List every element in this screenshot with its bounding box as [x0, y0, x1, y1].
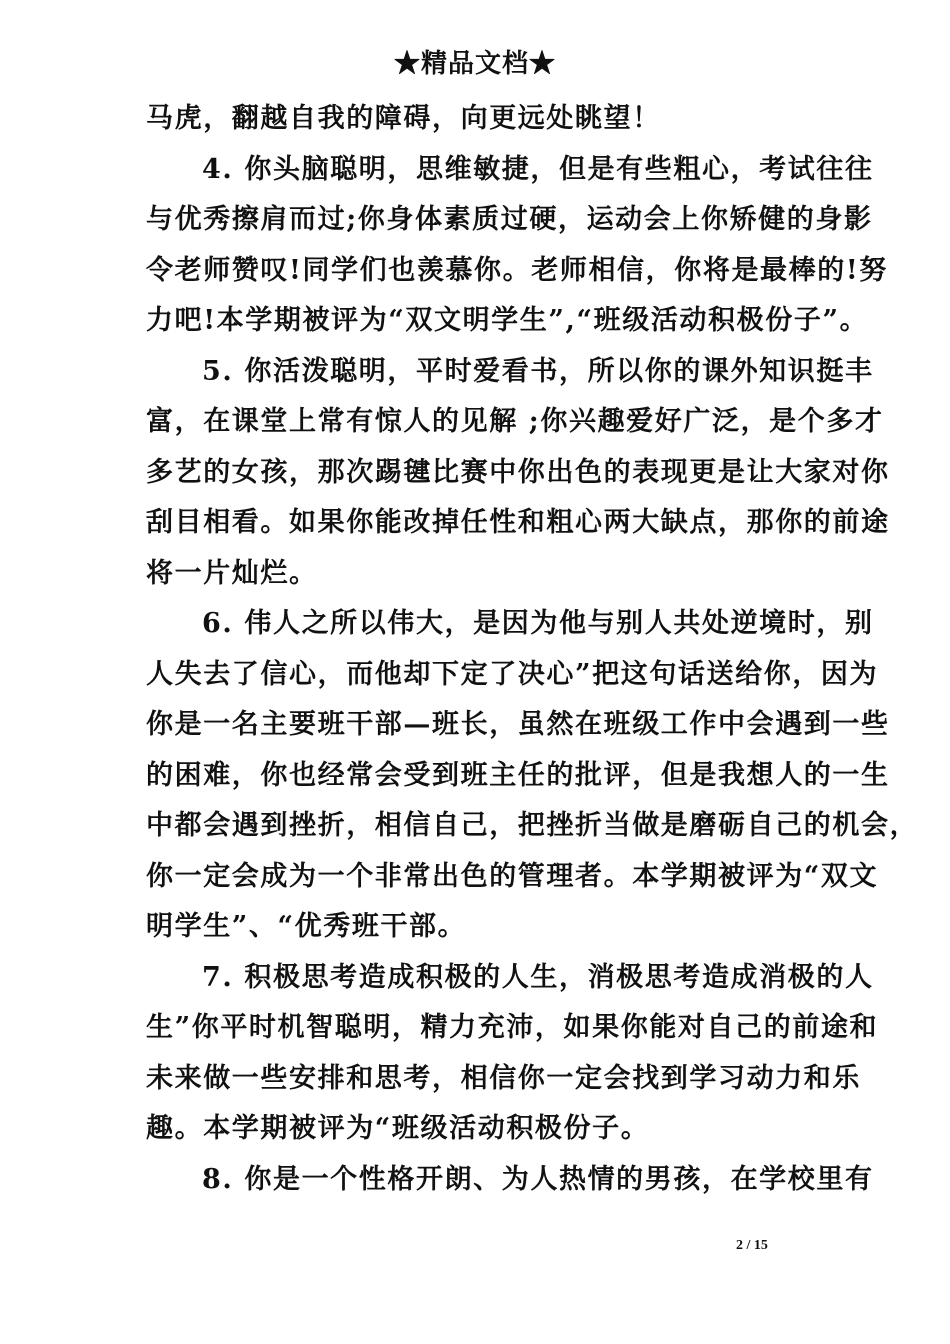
text-line: 令老师赞叹!同学们也羡慕你。老师相信，你将是最棒的!努: [146, 254, 888, 286]
text-line: 4. 你头脑聪明，思维敏捷，但是有些粗心，考试往往: [202, 153, 874, 185]
document-body: [146, 94, 919, 1205]
text-line: 6. 伟人之所以伟大，是因为他与别人共处逆境时，别: [202, 608, 874, 639]
text-line: 中都会遇到挫折，相信自己，把挫折当做是磨砺自己的机会，: [146, 810, 919, 841]
text-line: 你一定会成为一个非常出色的管理者。本学期被评为“双文: [146, 860, 879, 892]
text-line: 马虎，翻越自我的障碍，向更远处眺望！: [146, 103, 661, 134]
text-line: 与优秀擦肩而过;你身体素质过硬，运动会上你矫健的身影: [146, 204, 873, 235]
text-line: 生”你平时机智聪明，精力充沛，如果你能对自己的前途和: [146, 1012, 879, 1043]
text-line: 的困难，你也经常会受到班主任的批评，但是我想人的一生: [146, 759, 890, 791]
text-line: 明学生”、“优秀班干部。: [146, 911, 467, 942]
text-line: 未来做一些安排和思考，相信你一定会找到学习动力和乐: [146, 1062, 861, 1094]
page-number: 2 / 15: [736, 1238, 768, 1253]
text-line: 7. 积极思考造成积极的人生，消极思考造成消极的人: [202, 961, 874, 993]
text-line: 刮目相看。如果你能改掉任性和粗心两大缺点，那你的前途: [146, 507, 890, 538]
text-line: 趣。本学期被评为“班级活动积极份子。: [146, 1113, 650, 1144]
text-line: 5. 你活泼聪明，平时爱看书，所以你的课外知识挺丰: [202, 355, 874, 387]
text-line: 多艺的女孩，那次踢毽比赛中你出色的表现更是让大家对你: [146, 456, 890, 488]
document-header-title: ★精品文档★: [393, 49, 556, 79]
text-line: 富，在课堂上常有惊人的见解 ;你兴趣爱好广泛，是个多才: [146, 406, 884, 437]
text-line: 8. 你是一个性格开朗、为人热情的男孩，在学校里有: [202, 1163, 874, 1195]
text-line: 力吧!本学期被评为“双文明学生”,“班级活动积极份子”。: [146, 305, 869, 336]
text-line: 你是一名主要班干部—班长，虽然在班级工作中会遇到一些: [146, 709, 890, 740]
text-line: 人失去了信心，而他却下定了决心”把这句话送给你，因为: [146, 658, 879, 690]
text-line: 将一片灿烂。: [146, 557, 318, 589]
